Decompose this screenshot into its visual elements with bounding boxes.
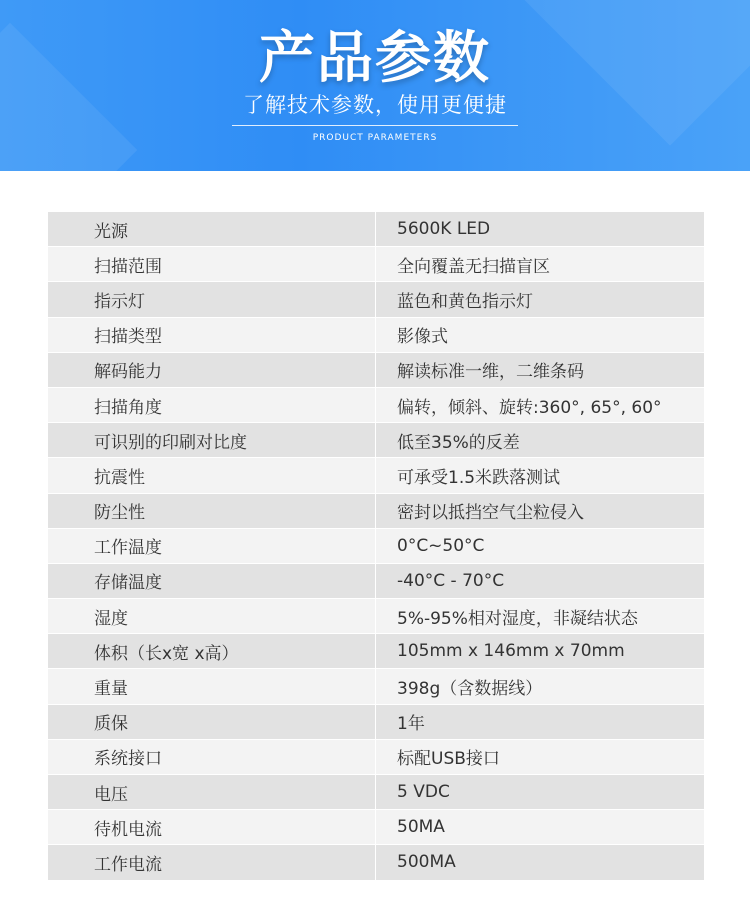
table-row	[48, 388, 704, 423]
param-label: 系统接口	[48, 740, 376, 774]
param-label: 扫描范围	[48, 247, 376, 281]
table-row	[48, 740, 704, 775]
param-value: 50MA	[397, 817, 445, 838]
table-row	[48, 669, 704, 704]
param-value: 5%-95%相对湿度，非凝结状态	[397, 608, 638, 629]
param-label: 工作电流	[48, 845, 376, 879]
param-label: 重量	[48, 669, 376, 703]
param-value: 5 VDC	[397, 782, 450, 803]
table-row	[48, 599, 704, 634]
table-row	[48, 775, 704, 810]
param-label: 扫描类型	[48, 318, 376, 352]
param-label: 质保	[48, 705, 376, 739]
param-value: 0°C~50°C	[397, 535, 485, 556]
param-value: 可承受1.5米跌落测试	[397, 467, 561, 488]
param-label: 防尘性	[48, 494, 376, 528]
divider-line	[377, 125, 518, 126]
param-value: 500MA	[397, 852, 456, 873]
table-row	[48, 810, 704, 845]
page-title: 产品参数	[259, 26, 491, 91]
table-row	[48, 423, 704, 458]
param-value: -40°C - 70°C	[397, 570, 505, 591]
param-value: 密封以抵挡空气尘粒侵入	[397, 503, 584, 524]
param-value: 398g（含数据线）	[397, 679, 543, 700]
table-row	[48, 634, 704, 669]
param-value: 低至35%的反差	[397, 432, 520, 453]
param-value: 全向覆盖无扫描盲区	[397, 256, 550, 277]
param-value: 标配USB接口	[397, 749, 500, 770]
divider-line	[232, 125, 377, 126]
table-row	[48, 247, 704, 282]
table-row	[48, 282, 704, 317]
param-label: 光源	[48, 212, 376, 246]
param-label: 指示灯	[48, 282, 376, 316]
param-value: 解读标准一维，二维条码	[397, 362, 584, 383]
table-row	[48, 353, 704, 388]
table-row	[48, 529, 704, 564]
table-row	[48, 564, 704, 599]
param-label: 存储温度	[48, 564, 376, 598]
table-row	[48, 318, 704, 353]
table-row	[48, 705, 704, 740]
param-label: 可识别的印刷对比度	[48, 423, 376, 457]
param-label: 湿度	[48, 599, 376, 633]
param-label: 体积（长x宽 x高）	[48, 634, 376, 668]
parameter-table	[48, 212, 704, 881]
param-value: 偏转，倾斜、旋转:360°, 65°, 60°	[397, 397, 662, 418]
param-value: 1年	[397, 714, 425, 735]
param-value: 105mm x 146mm x 70mm	[397, 641, 625, 662]
param-label: 抗震性	[48, 458, 376, 492]
param-label: 扫描角度	[48, 388, 376, 422]
param-label: 待机电流	[48, 810, 376, 844]
param-value: 蓝色和黄色指示灯	[397, 291, 533, 312]
page-subtitle: 了解技术参数，使用更便捷	[243, 93, 507, 117]
table-row	[48, 494, 704, 529]
table-row	[48, 212, 704, 247]
header-banner	[0, 0, 750, 171]
param-value: 影像式	[397, 327, 448, 348]
table-row	[48, 458, 704, 493]
param-value: 5600K LED	[397, 219, 491, 240]
param-label: 解码能力	[48, 353, 376, 387]
page-subtitle-en: PRODUCT PARAMETERS	[312, 133, 438, 143]
table-row	[48, 845, 704, 880]
param-label: 电压	[48, 775, 376, 809]
param-label: 工作温度	[48, 529, 376, 563]
